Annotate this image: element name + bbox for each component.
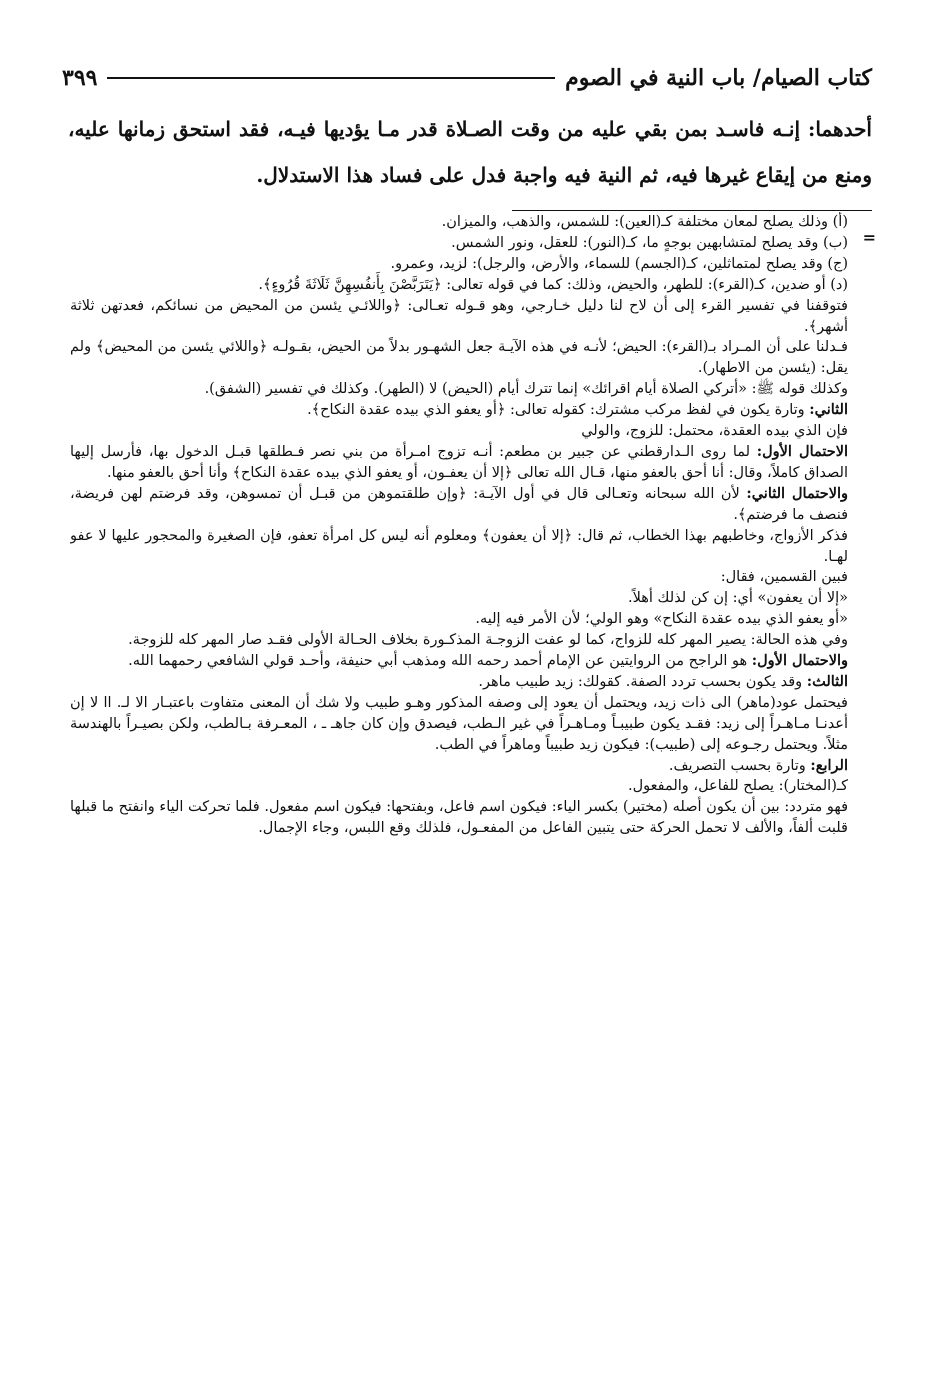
footnote-paragraph: [70, 337, 848, 379]
footnote-continuation-mark: =: [862, 228, 876, 247]
footnote-paragraph: [70, 630, 848, 651]
footnote-paragraph: [70, 776, 848, 797]
footnote-text: وتارة بحسب التصريف.: [668, 757, 811, 774]
footnote-lead: والاحتمال الثاني:: [746, 484, 848, 502]
footnote-text: وفي هذه الحالة: يصير المهر كله للزواج، كما لو عفت الزوجـة المذكـورة بخلاف الحـالة الأولى فقـد صار المهر كله للزوجة.: [128, 632, 848, 649]
footnote-text: وقد يكون بحسب تردد الصفة. كقولك: زيد طبيب ماهر.: [478, 673, 807, 690]
footnote-text: فـدلنا على أن المـراد بـ(القرء): الحيض؛ لأنـه في هذه الآيـة جعل الشهـور بدلاً من الحيض، بقـولـه ﴿واللائي يئسن من المحيض﴾ ولم يقل: (يئسن من الاطهار).: [70, 339, 848, 377]
footnote-paragraph: [70, 693, 848, 756]
footnote-paragraph: [70, 296, 848, 338]
footnote-text: فإن الذي بيده العقدة، محتمل: للزوج، والولي: [581, 423, 848, 440]
page-number: ٣٩٩: [62, 65, 98, 91]
footnote-paragraph: [70, 672, 848, 693]
footnote-text: لما روى الـدارقطني عن جبير بن مطعم: أنـه تزوج امـرأة من بني نصر فـطلقها قبـل الدخول بها، فأرسل إليها الصداق كاملاً، وقال: أنا أحق بالعفو منها، قـال الله تعالى ﴿إلا أن يعفـون، أو يعفو الذي بيده عقدة النكاح﴾ وأنا أحق بالعفو منها.: [70, 443, 848, 481]
running-title: كتاب الصيام/ باب النية في الصوم: [565, 65, 872, 91]
footnote-lead: الثالث:: [806, 672, 848, 690]
footnote-lead: الاحتمال الأول:: [756, 442, 848, 460]
footnote-paragraph: [70, 233, 848, 254]
footnote-text: فتوقفنا في تفسير القرء إلى أن لاح لنا دليل خـارجي، وهو قـوله تعـالى: ﴿واللائـي يئسن من المحيض من نسائكم، فعدتهن ثلاثة أشهر﴾.: [70, 297, 848, 335]
footnote-paragraph: [70, 797, 848, 839]
footnote-text: (أ) وذلك يصلح لمعان مختلفة كـ(العين): للشمس، والذهب، والميزان.: [441, 214, 848, 230]
footnote-paragraph: [70, 526, 848, 568]
footnote-paragraph: [70, 609, 848, 630]
footnote-text: (ب) وقد يصلح لمتشابهين بوجهٍ ما، كـ(النور): للعقل، ونور الشمس.: [451, 234, 848, 251]
footnote-paragraph: [70, 651, 848, 672]
footnote-paragraph: [70, 756, 848, 777]
footnotes: [70, 212, 848, 1344]
footnote-paragraph: [70, 421, 848, 442]
main-paragraph: [68, 106, 872, 198]
footnote-paragraph: [70, 442, 848, 484]
footnote-lead: والاحتمال الأول:: [751, 652, 848, 670]
footnote-paragraph: [70, 275, 848, 296]
footnote-paragraph: [70, 212, 848, 233]
footnote-text: (د) أو ضدين، كـ(القرء): للطهر، والحيض، وذلك: كما في قوله تعالى: ﴿يَتَرَبَّصْنَ بِأَنفُسِهِنَّ ثَلَاثَةَ قُرُوءٍ﴾.: [258, 276, 848, 293]
main-lead: أحدهما:: [807, 117, 872, 141]
footnote-text: فيحتمل عود(ماهر) الى ذات زيد، ويحتمل أن يعود إلى وصفه المذكور وهـو طبيب ولا شك أن المعنى متفاوت باعتبـار الا لـ. اا لا إن أعدنـا مـاهـراً إلى زيد: فقـد يكون طبيبـاً ومـاهـراً في غير الـطب، فيصدق وإن كان جاهـ ـ ، المعـرفة بـالطب، ولكن بصيـراً بالهندسة مثلاً. ويحتمل رجـوعه إلى (طبيب): فيكون زيد طبيباً وماهراً في الطب.: [70, 694, 848, 753]
footnote-paragraph: [70, 254, 848, 275]
footnote-paragraph: [70, 379, 848, 400]
footnote-lead: الثاني:: [809, 401, 848, 419]
footnote-text: هو الراجح من الروايتين عن الإمام أحمد رحمه الله ومذهب أبي حنيفة، وأحـد قولي الشافعي رحمهما الله.: [128, 653, 752, 670]
header-rule: [107, 77, 555, 79]
footnote-paragraph: [70, 567, 848, 588]
footnote-text: «إلا أن يعفون» أي: إن كن لذلك أهلاً.: [628, 590, 848, 607]
page-header: [62, 58, 872, 98]
footnote-text: كـ(المختار): يصلح للفاعل، والمفعول.: [627, 778, 848, 795]
footnote-separator: [512, 210, 872, 211]
footnote-text: فهو متردد: بين أن يكون أصله (مختير) بكسر الياء: فيكون اسم فاعل، وبفتحها: فيكون اسم مفعول. فلما تحركت الياء وانفتح ما قبلها قلبت ألفاً، والألف لا تحمل الحركة حتى يتبين الفاعل من المفعـول، فلذلك وقع اللبس، وجاء الإجمال.: [70, 799, 848, 837]
footnote-lead: الرابع:: [810, 756, 848, 774]
footnote-text: «أو يعفو الذي بيده عقدة النكاح» وهو الولي؛ لأن الأمر فيه إليه.: [475, 611, 848, 628]
footnote-text: لأن الله سبحانه وتعـالى قال في أول الآيـة: ﴿وإن طلقتموهن من قبـل أن تمسوهن، وقد فرضتم لهن فريضة، فنصف ما فرضتم﴾.: [70, 485, 848, 523]
main-body: إنـه فاسـد بمن بقي عليه من وقت الصـلاة قدر مـا يؤديها فيـه، فقد استحق زمانها عليه، ومنع من إيقاع غيرها فيه، ثم النية فيه واجبة فدل على فساد هذا الاستدلال.: [68, 117, 872, 187]
footnote-paragraph: [70, 400, 848, 421]
footnote-paragraph: [70, 484, 848, 526]
footnote-text: فبين القسمين، فقال:: [720, 569, 848, 586]
footnote-text: وتارة يكون في لفظ مركب مشترك: كقوله تعالى: ﴿أو يعفو الذي بيده عقدة النكاح﴾.: [307, 402, 810, 419]
footnote-text: فذكر الأزواج، وخاطبهم بهذا الخطاب، ثم قال: ﴿إلا أن يعفون﴾ ومعلوم أنه ليس كل امرأة تعفو، فإن الصغيرة والمحجور عليها لا عفو لهـا.: [70, 527, 848, 565]
footnote-paragraph: [70, 588, 848, 609]
footnote-text: (ج) وقد يصلح لمتماثلين، كـ(الجسم) للسماء، والأرض، والرجل): لزيد، وعمرو.: [390, 255, 848, 272]
footnote-text: وكذلك قوله ﷺ: «أتركي الصلاة أيام اقرائك» إنما تترك أيام (الحيض) لا (الطهر). وكذلك في تفسير (الشفق).: [204, 381, 848, 398]
